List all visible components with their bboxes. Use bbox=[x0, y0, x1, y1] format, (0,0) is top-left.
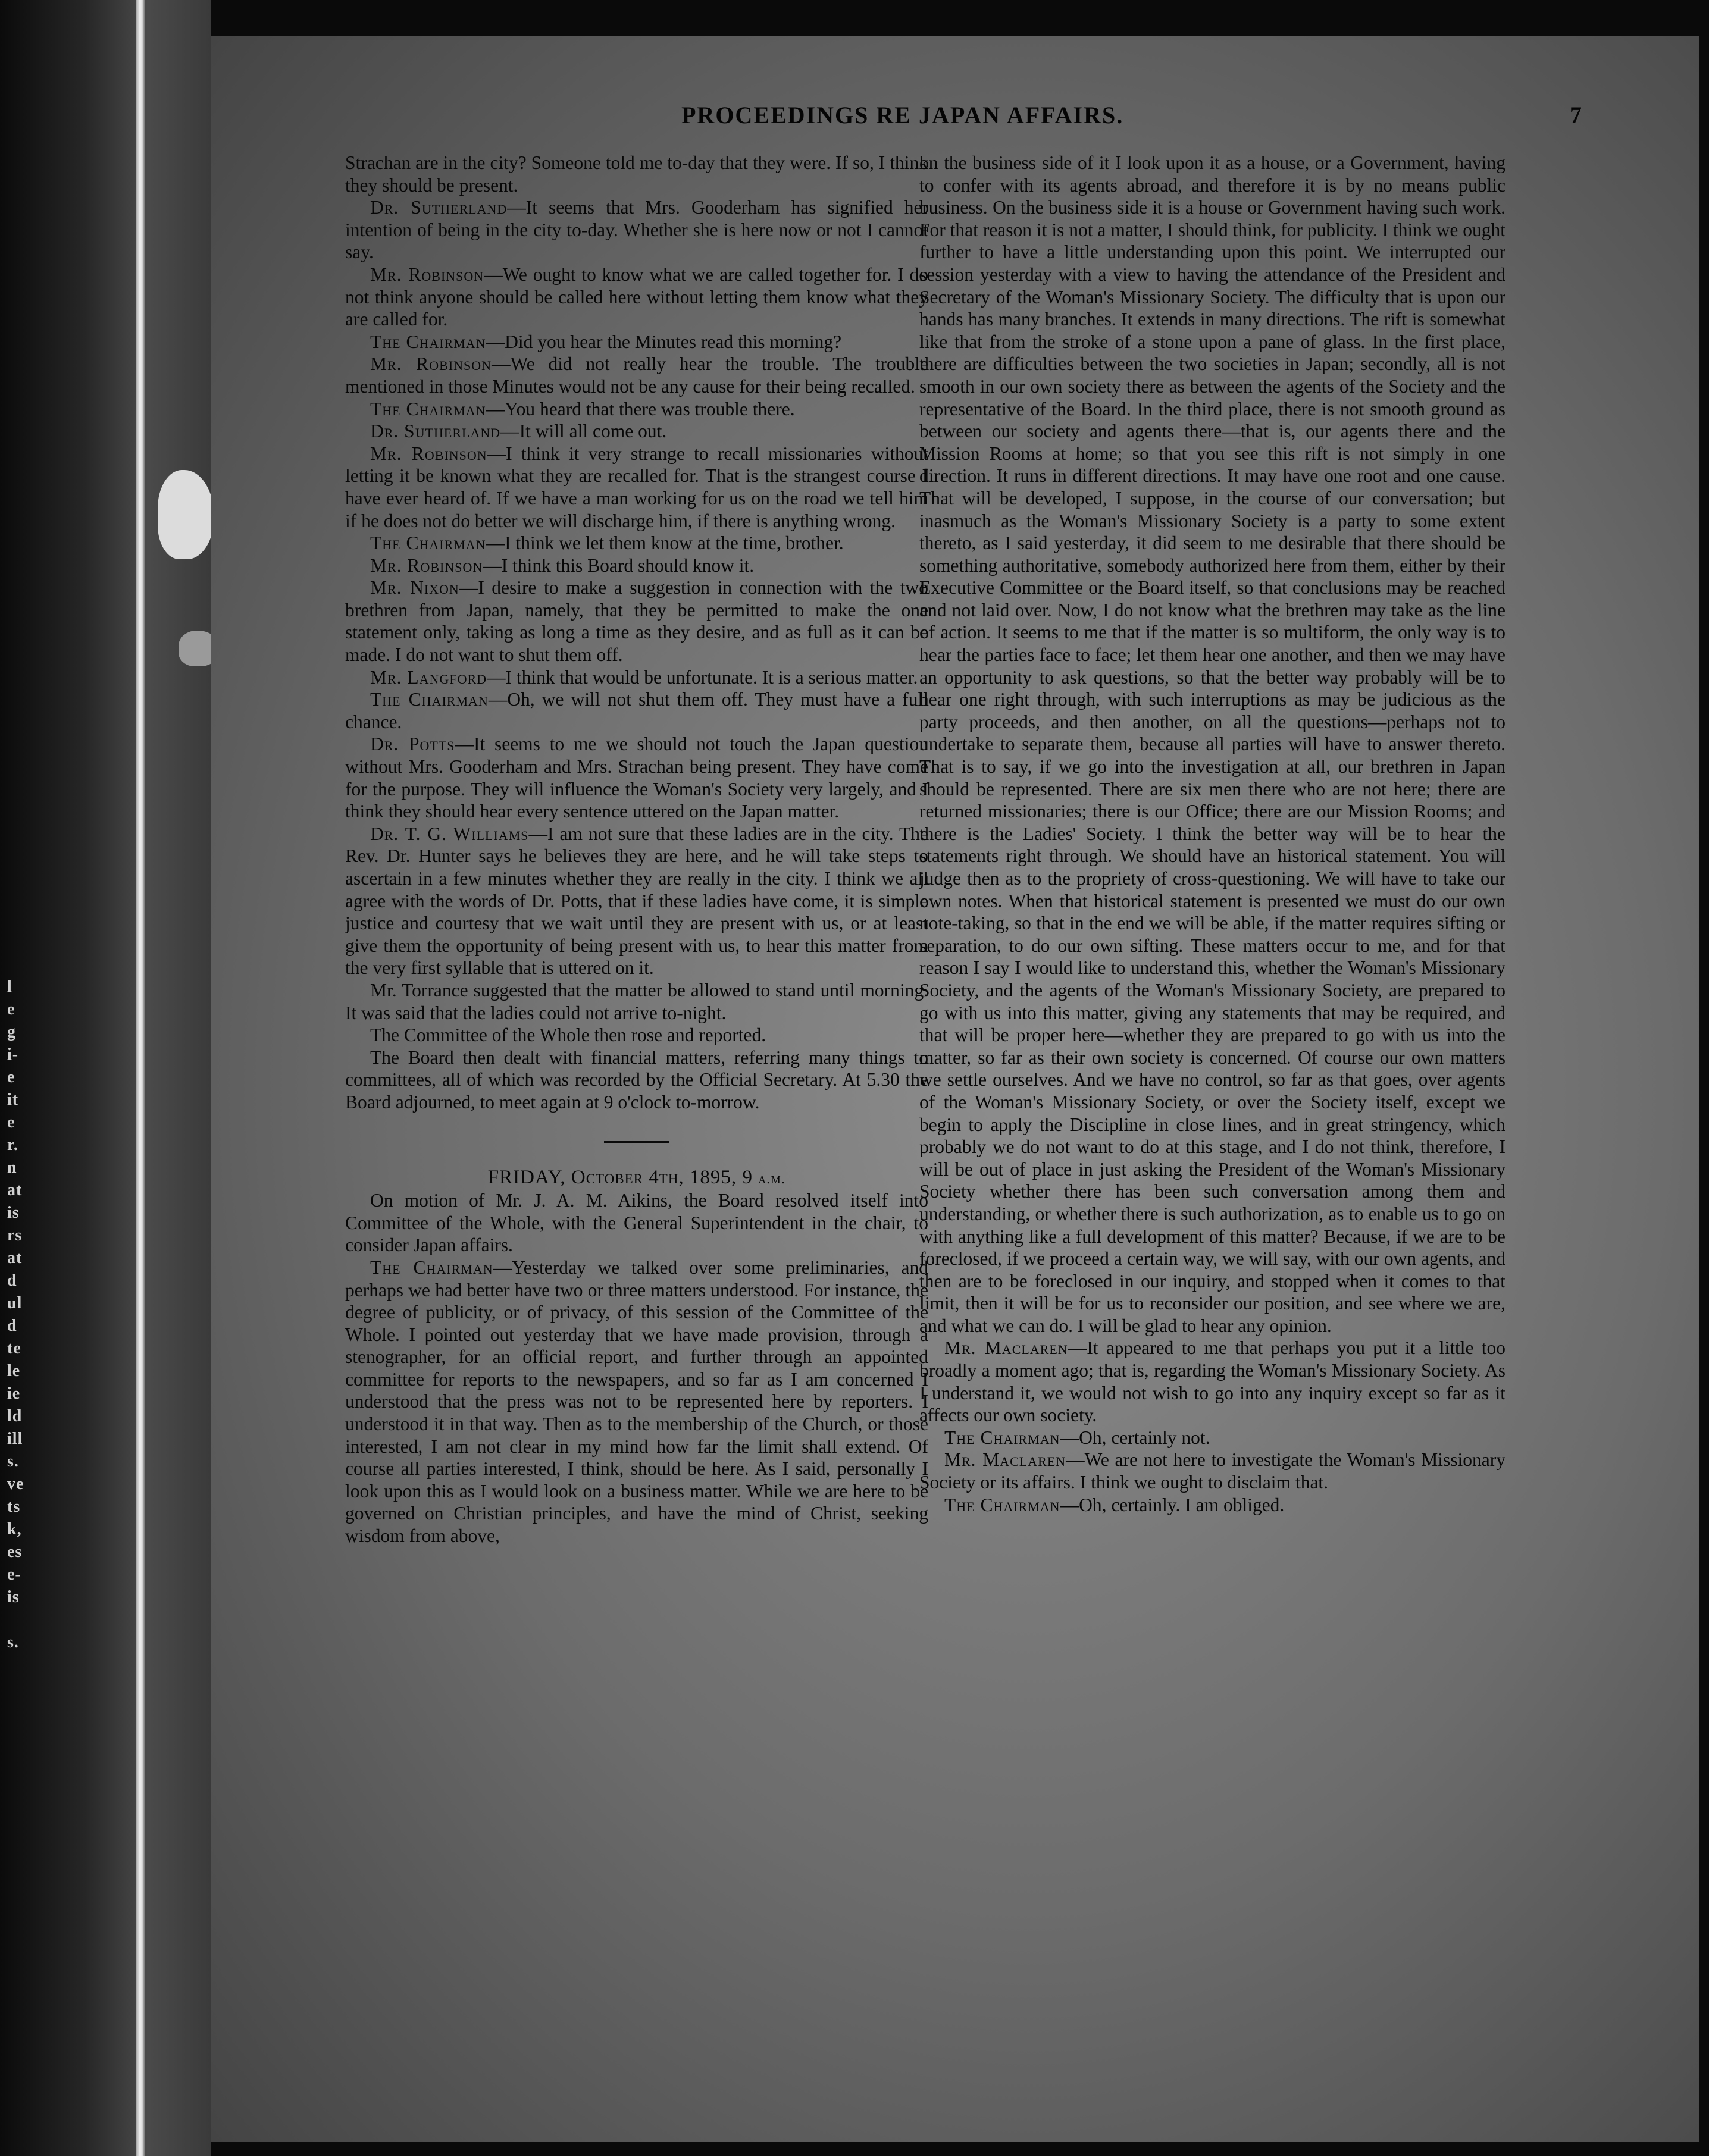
paragraph-text: —I think we let them know at the time, brother. bbox=[486, 532, 844, 554]
book-gutter bbox=[0, 0, 211, 2156]
paragraph bbox=[345, 1046, 928, 1114]
adjacent-page-fragments bbox=[7, 976, 31, 1654]
paragraph bbox=[919, 152, 1505, 1337]
speaker-name: Mr. Robinson bbox=[370, 443, 487, 464]
paragraph bbox=[345, 264, 928, 331]
margin-fragment: s. bbox=[7, 1452, 19, 1471]
speaker-name: The Chairman bbox=[944, 1427, 1060, 1448]
speaker-name: Dr. Potts bbox=[370, 734, 455, 755]
left-column-paragraphs bbox=[345, 152, 928, 1114]
paragraph bbox=[919, 1337, 1505, 1426]
paragraph bbox=[345, 1189, 928, 1256]
paragraph bbox=[345, 196, 928, 264]
paragraph-text: The Committee of the Whole then rose and reported. bbox=[370, 1024, 766, 1046]
paragraph bbox=[345, 688, 928, 733]
margin-fragment: s. bbox=[7, 1633, 19, 1652]
margin-fragment: e bbox=[7, 1113, 15, 1132]
gutter-edge-line bbox=[136, 0, 145, 2156]
speaker-name: Mr. Maclaren bbox=[944, 1449, 1066, 1471]
margin-fragment: k, bbox=[7, 1520, 22, 1538]
paragraph-text: —I think this Board should know it. bbox=[483, 554, 755, 576]
dateline-ampm: a.m. bbox=[758, 1169, 786, 1187]
paragraph-text: —Oh, we will not shut them off. They must have a full chance. bbox=[345, 689, 928, 732]
margin-fragment: te bbox=[7, 1339, 21, 1358]
paragraph-text: —Oh, certainly not. bbox=[1060, 1427, 1210, 1448]
margin-fragment: at bbox=[7, 1249, 23, 1267]
paragraph-text: —You heard that there was trouble there. bbox=[486, 398, 795, 419]
paragraph-text: on the business side of it I look upon it as a house, or a Government, having to confer with its agents abroad, and therefore it is by no means public business. On the business side it is a house or Government having such work. For that reason it is not a matter, I should think, for publicity. I think we ought further to have a little understanding upon this point. We interrupted our session yesterday with a view to having the attendance of the President and Secretary of the Woman's Missionary Society. The difficulty that is upon our hands has many branches. It extends in many directions. The rift is somewhat like that from the stroke of a stone upon a pane of glass. In the first place, there are difficulties between the two societies in Japan; secondly, all is not smooth in our own society there as between the agents of the Society and the representative of the Board. In the third place, there is not smooth ground as between our society and agents there—that is, our agents there and the Mission Rooms at home; so that you see this rift is not simply in one direction. It runs in different directions. It may have one root and one cause. That will be developed, I suppose, in the course of our conversation; but inasmuch as the Woman's Missionary Society is a party to some extent thereto, as I said yesterday, it did seem to me desirable that there should be something authoritative, somebody authorized here from them, either by their Executive Committee or the Board itself, so that conclusions may be reached and not laid over. Now, I do not know what the brethren may take as the line of action. It seems to me that if the matter is so multiform, the only way is to hear the parties face to face; let them hear one another, and then we may have an opportunity to ask questions, so that the better way probably will be to hear one right through, with such interruptions as may be judicious as the party proceeds, and then another, on all the questions—perhaps not to undertake to separate them, because all parties will have to answer thereto. That is to say, if we go into the investigation at all, our brethren in Japan should be represented. There are six men there who are not here; there are returned missionaries; there is our Office; there are our Mission Rooms; and there is the Ladies' Society. I think the better way will be to hear the statements right through. We should have an historical statement. You will judge then as to the propriety of cross-questioning. We will have to take our own notes. When that historical statement is presented we must do our own note-taking, so that in the end we will be able, if the matter requires sifting or separation, to do our own sifting. These matters occur to me, and for that reason I say I would like to understand this, whether the Woman's Missionary Society, and the agents of the Woman's Missionary Society, are prepared to go with us into this matter, giving any statements that may be required, and that will be proper here—whether they are prepared to go with us into the matter, so far as their own society is concerned. Of course our own matters we settle ourselves. And we have no control, so far as that goes, over agents of the Woman's Missionary Society, or over the Society itself, except we begin to apply the Discipline in close lines, and in great stringency, which probably we do not want to do at this stage, and I do not think, therefore, I will be out of place in just asking the President of the Woman's Missionary Society whether there has been such conversation among them and understanding, or whether there is such authorization, as to enable us to go on with anything like a full development of this matter? Because, if we are to be foreclosed, if we proceed a certain way, we will say, with our own agents, and then are to be foreclosed in our inquiry, and stopped when it comes to that limit, then it will be for us to reconsider our position, and see where we are, and what we can do. I will be glad to hear any opinion. bbox=[919, 152, 1505, 1336]
margin-fragment: ul bbox=[7, 1294, 23, 1312]
paragraph-text: Strachan are in the city? Someone told me to-day that they were. If so, I think they should be present. bbox=[345, 152, 928, 196]
margin-fragment: e- bbox=[7, 1565, 21, 1584]
speaker-name: Mr. Robinson bbox=[370, 554, 483, 576]
margin-fragment: ill bbox=[7, 1430, 23, 1448]
margin-fragment: at bbox=[7, 1181, 23, 1199]
paragraph-text: Mr. Torrance suggested that the matter be allowed to stand until morning. It was said that the ladies could not arrive to-night. bbox=[345, 979, 928, 1023]
paragraph bbox=[345, 979, 928, 1024]
running-head: PROCEEDINGS RE JAPAN AFFAIRS. bbox=[681, 102, 1124, 129]
margin-fragment: ie bbox=[7, 1384, 21, 1403]
margin-fragment: g bbox=[7, 1023, 16, 1041]
right-column bbox=[919, 152, 1505, 1516]
dateline-time: 9 bbox=[742, 1166, 753, 1188]
left-column-paragraphs-after bbox=[345, 1189, 928, 1547]
paragraph bbox=[345, 1256, 928, 1547]
margin-fragment: is bbox=[7, 1588, 20, 1606]
margin-fragment: it bbox=[7, 1090, 19, 1109]
paragraph bbox=[345, 398, 928, 421]
paragraph-text: —I am not sure that these ladies are in the city. The Rev. Dr. Hunter says he believes they are here, and he will take steps to ascertain in a few minutes whether they are really in the city. I think we all agree with the words of Dr. Potts, that if these ladies have come, it is simple justice and courtesy that we wait until they are present with us, or at least give them the opportunity of being present with us, to hear this matter from the very first syllable that is uttered on it. bbox=[345, 823, 928, 979]
margin-fragment: d bbox=[7, 1271, 17, 1290]
paragraph bbox=[919, 1449, 1505, 1493]
paragraph bbox=[345, 420, 928, 443]
speaker-name: Dr. Sutherland bbox=[370, 421, 501, 442]
margin-fragment: rs bbox=[7, 1226, 23, 1245]
paragraph-text: On motion of Mr. J. A. M. Aikins, the Board resolved itself into Committee of the Whole, with the General Superintendent in the chair, to consider Japan affairs. bbox=[345, 1190, 928, 1256]
dateline-day: FRIDAY, bbox=[487, 1166, 566, 1188]
margin-fragment: es bbox=[7, 1543, 23, 1561]
speaker-name: Mr. Langford bbox=[370, 666, 487, 688]
margin-fragment: d bbox=[7, 1317, 17, 1335]
paragraph-text: —It seems that Mrs. Gooderham has signified her intention of being in the city to-day. Whether she is here now or not I cannot say. bbox=[345, 197, 928, 263]
paragraph-text: —We are not here to investigate the Woman's Missionary Society or its affairs. I think we ought to disclaim that. bbox=[919, 1449, 1505, 1493]
paragraph bbox=[345, 1024, 928, 1046]
speaker-name: Dr. Sutherland bbox=[370, 197, 508, 218]
speaker-name: Mr. Robinson bbox=[370, 264, 484, 285]
paragraph bbox=[345, 331, 928, 353]
paragraph bbox=[345, 823, 928, 979]
speaker-name: The Chairman bbox=[370, 1256, 493, 1278]
margin-fragment: i- bbox=[7, 1045, 19, 1064]
paragraph-text: —We did not really hear the trouble. The trouble mentioned in those Minutes would not be any cause for their being recalled. bbox=[345, 353, 928, 397]
margin-fragment: e bbox=[7, 1068, 15, 1086]
paragraph-text: —I think it very strange to recall missionaries without letting it be known what they are recalled for. That is the strangest course I have ever heard of. If we have a man working for us on the road we tell him if he does not do better we will discharge him, if there is anything wrong. bbox=[345, 443, 928, 531]
dateline-date: October 4th, 1895, bbox=[571, 1166, 737, 1188]
paragraph-text: —It will all come out. bbox=[500, 421, 667, 442]
margin-fragment: e bbox=[7, 1000, 15, 1019]
book-page bbox=[211, 36, 1699, 2142]
speaker-name: Dr. T. G. Williams bbox=[370, 823, 529, 844]
margin-fragment: ld bbox=[7, 1407, 23, 1425]
paragraph-text: —It seems to me we should not touch the Japan question without Mrs. Gooderham and Mrs. Strachan being present. They have come for the purpose. They will influence the Woman's Society very largely, and I think they should hear every sentence uttered on the Japan matter. bbox=[345, 734, 928, 822]
section-dateline bbox=[345, 1167, 928, 1190]
paragraph-text: —Oh, certainly. I am obliged. bbox=[1060, 1494, 1285, 1515]
paragraph bbox=[345, 666, 928, 689]
speaker-name: The Chairman bbox=[370, 689, 489, 710]
paragraph bbox=[345, 576, 928, 666]
paragraph bbox=[345, 532, 928, 554]
speaker-name: Mr. Nixon bbox=[370, 577, 459, 598]
paragraph-text: —Did you hear the Minutes read this morning? bbox=[486, 331, 842, 352]
paragraph-text: —It appeared to me that perhaps you put it a little too broadly a moment ago; that is, regarding the Woman's Missionary Society. As I understand it, we would not wish to go into any inquiry except so far as it affects our own society. bbox=[919, 1337, 1505, 1426]
paragraph-text: —I think that would be unfortunate. It is a serious matter. bbox=[487, 666, 918, 688]
page-number: 7 bbox=[1570, 102, 1583, 129]
margin-fragment: r. bbox=[7, 1136, 18, 1154]
paragraph bbox=[345, 443, 928, 532]
paragraph-text: —Yesterday we talked over some preliminaries, and perhaps we had better have two or three matters understood. For instance, the degree of publicity, or of privacy, of this session of the Committee of the Whole. I pointed out yesterday that we have made provision, through a stenographer, for an official report, and further through an appointed committee for reports to the newspapers, and so far as I am concerned I understood that the press was not to be represented here by reporters. I understood it in that way. Then as to the membership of the Church, or those interested, I am not clear in my mind how far the limit shall extend. Of course all parties interested, I think, should be here. As I said, personally I look upon this as I would look on a business matter. While we are here to be governed on Christian principles, and have the mind of Christ, seeking wisdom from above, bbox=[345, 1256, 928, 1547]
margin-fragment: ts bbox=[7, 1497, 21, 1516]
speaker-name: The Chairman bbox=[370, 398, 486, 419]
margin-fragment bbox=[7, 1609, 31, 1631]
paragraph bbox=[919, 1427, 1505, 1449]
speaker-name: Mr. Robinson bbox=[370, 353, 492, 375]
paragraph-text: —We ought to know what we are called together for. I do not think anyone should be called here without letting them know what they are called for. bbox=[345, 264, 928, 330]
margin-fragment: l bbox=[7, 977, 12, 996]
speaker-name: The Chairman bbox=[944, 1494, 1060, 1515]
speaker-name: The Chairman bbox=[370, 331, 486, 352]
speaker-name: Mr. Maclaren bbox=[944, 1337, 1068, 1359]
left-column bbox=[345, 152, 928, 1547]
speaker-name: The Chairman bbox=[370, 532, 486, 554]
paragraph bbox=[345, 152, 928, 196]
paragraph bbox=[919, 1494, 1505, 1516]
right-column-paragraphs bbox=[919, 152, 1505, 1516]
page-header bbox=[211, 101, 1699, 137]
gutter-paper-tear bbox=[158, 470, 214, 559]
paragraph-text: The Board then dealt with financial matters, referring many things to committees, all of which was recorded by the Official Secretary. At 5.30 the Board adjourned, to meet again at 9 o'clock to-morrow. bbox=[345, 1046, 928, 1113]
margin-fragment: ve bbox=[7, 1475, 24, 1493]
margin-fragment: le bbox=[7, 1362, 21, 1380]
margin-fragment: n bbox=[7, 1158, 17, 1177]
section-divider bbox=[604, 1141, 669, 1143]
margin-fragment: is bbox=[7, 1204, 20, 1222]
paragraph bbox=[345, 554, 928, 577]
paragraph bbox=[345, 733, 928, 822]
paragraph bbox=[345, 353, 928, 397]
paragraph-text: —I desire to make a suggestion in connection with the two brethren from Japan, namely, that they be permitted to make the one statement only, taking as long a time as they desire, and as full as it can be made. I do not want to shut them off. bbox=[345, 577, 928, 666]
